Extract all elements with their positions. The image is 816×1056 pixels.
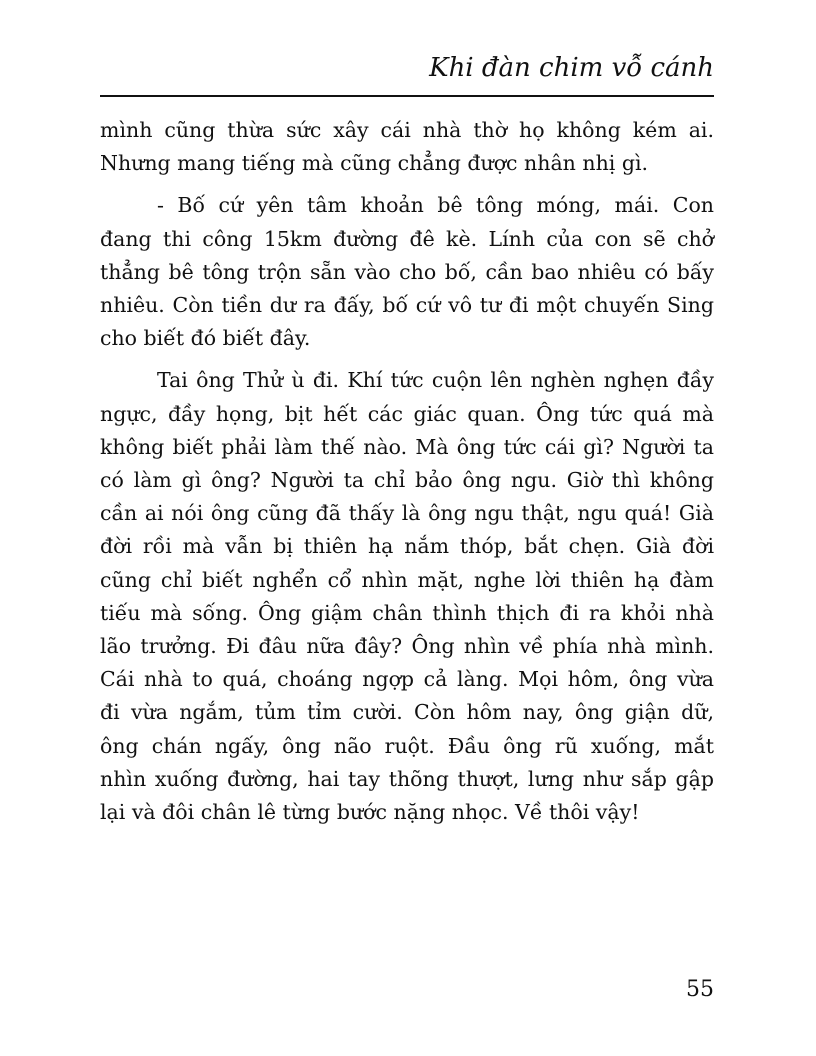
- text-line: đời rồi mà vẫn bị thiên hạ nắm thóp, bắt chẹn. Già đời: [100, 534, 714, 559]
- text-line: có làm gì ông? Người ta chỉ bảo ông ngu. Giờ thì không: [100, 468, 714, 493]
- paragraph-2: [100, 189, 714, 355]
- text-line: thẳng bê tông trộn sẵn vào cho bố, cần bao nhiêu có bấy: [100, 259, 714, 284]
- text-line: không biết phải làm thế nào. Mà ông tức cái gì? Người ta: [100, 434, 714, 459]
- text-line: - Bố cứ yên tâm khoản bê tông móng, mái. Con: [157, 193, 714, 218]
- text-line: Tai ông Thử ù đi. Khí tức cuộn lên nghèn nghẹn đầy: [157, 368, 714, 393]
- paragraph-3: [100, 364, 714, 829]
- text-line: nhiêu. Còn tiền dư ra đấy, bố cứ vô tư đi một chuyến Sing: [100, 293, 714, 318]
- paragraph-1: [100, 114, 714, 180]
- header-rule: [100, 95, 714, 97]
- text-line: cần ai nói ông cũng đã thấy là ông ngu thật, ngu quá! Già: [100, 501, 714, 526]
- text-line: đang thi công 15km đường đê kè. Lính của con sẽ chở: [100, 226, 714, 251]
- text-line: lão trưởng. Đi đâu nữa đây? Ông nhìn về phía nhà mình.: [100, 634, 714, 659]
- text-line: đi vừa ngắm, tủm tỉm cười. Còn hôm nay, ông giận dữ,: [100, 700, 714, 725]
- page-body: [100, 114, 714, 829]
- text-line: Nhưng mang tiếng mà cũng chẳng được nhân nhị gì.: [100, 151, 649, 176]
- text-line: cho biết đó biết đây.: [100, 326, 311, 351]
- text-line: ông chán ngấy, ông não ruột. Đầu ông rũ xuống, mắt: [100, 733, 714, 758]
- running-header-title: Khi đàn chim vỗ cánh: [429, 53, 714, 83]
- text-line: tiếu mà sống. Ông giậm chân thình thịch đi ra khỏi nhà: [100, 600, 714, 625]
- text-line: lại và đôi chân lê từng bước nặng nhọc. Về thôi vậy!: [100, 800, 640, 825]
- text-line: cũng chỉ biết nghển cổ nhìn mặt, nghe lời thiên hạ đàm: [100, 567, 714, 592]
- text-line: Cái nhà to quá, choáng ngợp cả làng. Mọi hôm, ông vừa: [100, 667, 714, 692]
- text-line: ngực, đầy họng, bịt hết các giác quan. Ông tức quá mà: [100, 401, 714, 426]
- text-line: mình cũng thừa sức xây cái nhà thờ họ không kém ai.: [100, 118, 714, 142]
- text-line: nhìn xuống đường, hai tay thõng thượt, lưng như sắp gập: [100, 766, 714, 791]
- page-number: 55: [686, 977, 714, 1002]
